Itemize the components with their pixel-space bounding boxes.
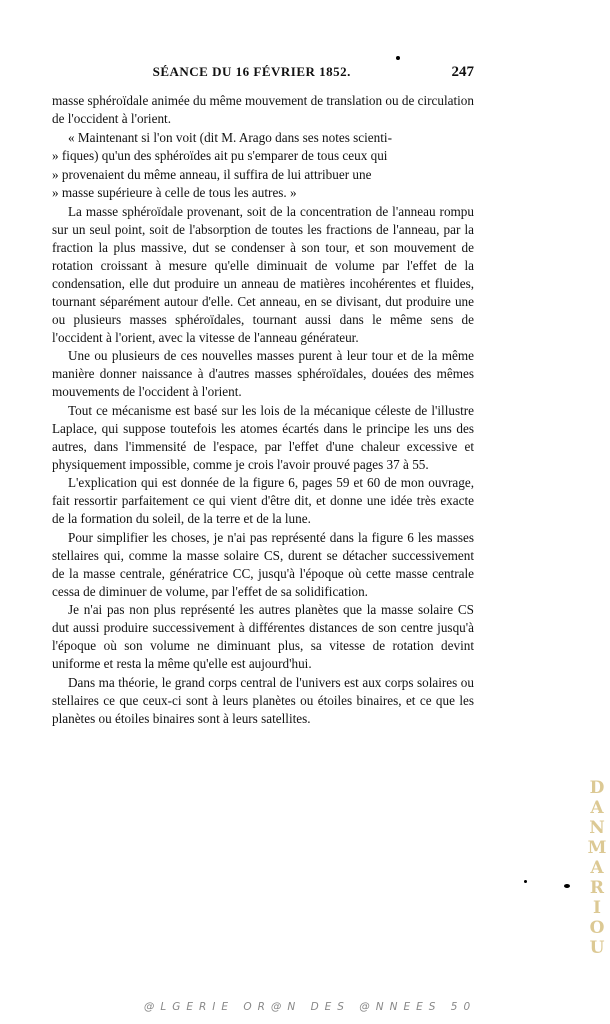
ink-speck — [524, 880, 527, 883]
paragraph-4: Tout ce mécanisme est basé sur les lois de la mécanique céleste de l'illustre Laplace, qui suppose toutefois les atomes écartés dans le principe les uns des autres, dans l'immensité de l'espace, par l'effet d'une chaleur excessive et physiquement impossible, comme je crois l'avoir prouvé pages 37 à 55. — [52, 402, 474, 472]
quote-line-2: » fiques) qu'un des sphéroïdes ait pu s'emparer de tous ceux qui — [52, 148, 388, 163]
ink-speck — [564, 884, 570, 888]
page-number: 247 — [451, 64, 474, 80]
running-title: SÉANCE DU 16 FÉVRIER 1852. — [152, 64, 351, 79]
quote-line-4: » masse supérieure à celle de tous les autres. » — [52, 185, 297, 200]
paragraph-2: La masse sphéroïdale provenant, soit de la concentration de l'anneau rompu sur un seul point, soit de l'absorption de toutes les fractions de l'anneau, par la fraction la plus massive, dut se condenser à son tour, et son mouvement de rotation croissant à mesure qu'elle diminuait de volume par l'effet de la condensation, elle dut produire un anneau de matières incohérentes et fluides, tournant séparément autour d'elle. Cet anneau, en se divisant, dut produire une ou plusieurs masses sphéroïdales, tournant aussi dans le même sens de l'occident à l'orient, avec la vitesse de l'anneau générateur. — [52, 203, 474, 345]
paragraph-7: Je n'ai pas non plus représenté les autres planètes que la masse solaire CS dut aussi produire successivement à différentes distances de son centre jusqu'à l'époque où son volume ne diminuant plus, sa vitesse de rotation devint uniforme et resta la même qu'elle est aujourd'hui. — [52, 602, 474, 671]
paragraph-5: L'explication qui est donnée de la figure 6, pages 59 et 60 de mon ouvrage, fait ressortir parfaitement ce qui vient d'être dit, et donne une idée très exacte de la formation du soleil, de la terre et de la lune. — [52, 475, 474, 526]
paragraph-8: Dans ma théorie, le grand corps central de l'univers est aux corps solaires ou stellaires ce que ceux-ci sont à leurs planètes ou étoiles binaires, et ce que les planètes ou étoiles binaires sont à leurs satellites. — [52, 674, 474, 726]
quote-line-1: « Maintenant si l'on voit (dit M. Arago dans ses notes scienti- — [68, 129, 392, 145]
quote-line-3: » provenaient du même anneau, il suffira de lui attribuer une — [52, 166, 372, 182]
paragraph-6: Pour simplifier les choses, je n'ai pas représenté dans la figure 6 les masses stellaires qui, comme la masse solaire CS, durent se détacher successivement de la masse centrale, génératrice CC, jusqu'à l'époque où cette masse centrale cessa de diminuer de volume, par l'effet de sa solidification. — [52, 529, 474, 599]
page-header — [52, 64, 474, 86]
page-body — [52, 92, 474, 728]
paragraph-1: masse sphéroïdale animée du même mouvement de translation ou de circulation de l'occident à l'orient. — [52, 93, 474, 126]
footer-watermark: @LGERIE OR@N DES @NNEES 50 — [143, 1001, 477, 1013]
ink-speck — [396, 56, 400, 60]
paragraph-3: Une ou plusieurs de ces nouvelles masses purent à leur tour et de la même manière donner naissance à d'autres masses sphéroïdales, douées des mêmes mouvements de l'occident à l'orient. — [52, 348, 474, 399]
vertical-watermark: DANMARIOU — [587, 778, 607, 958]
